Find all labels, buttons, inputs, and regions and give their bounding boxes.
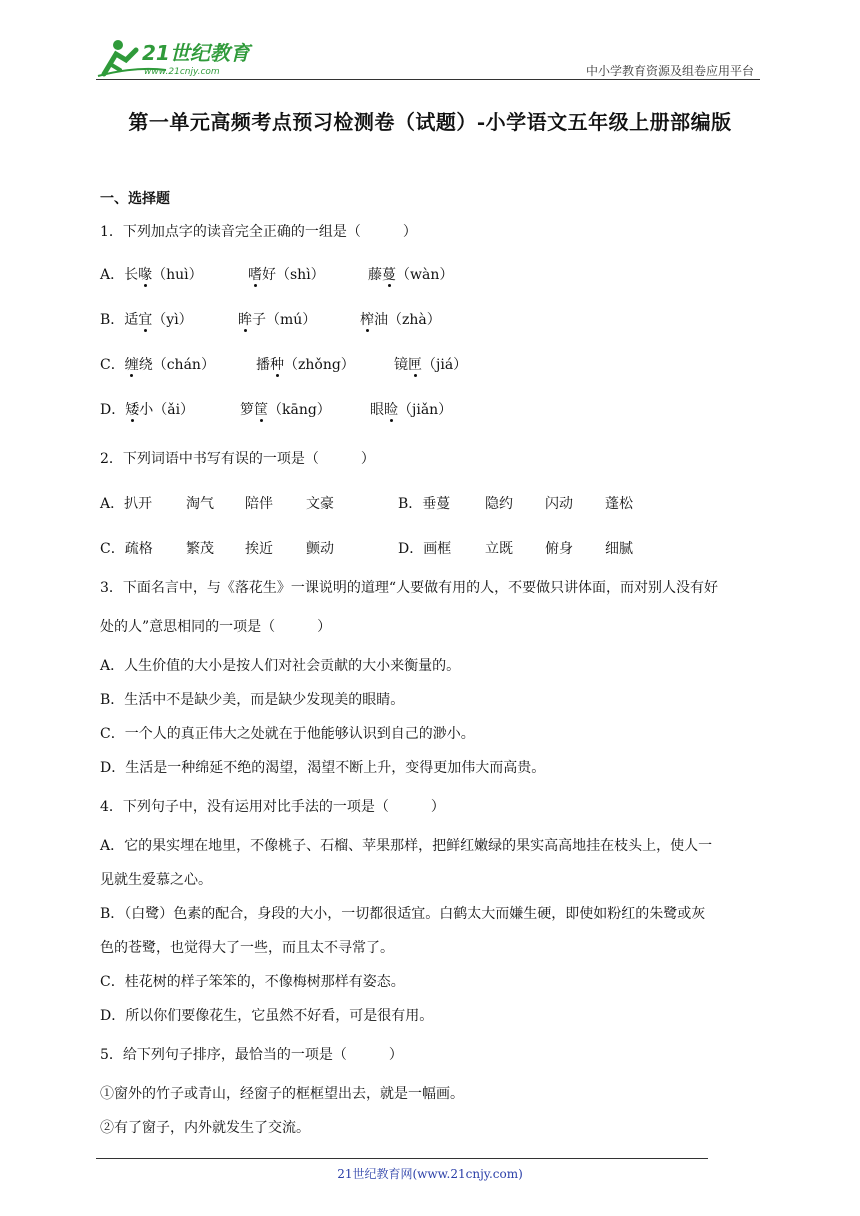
q3-stem-line1: 3．下面名言中，与《落花生》一课说明的道理“人要做有用的人，不要做只讲体面，而对别人没有好 xyxy=(100,580,719,596)
footer-link[interactable]: 21世纪教育网(www.21cnjy.com) xyxy=(337,1167,523,1181)
q1-stem: 1．下列加点字的读音完全正确的一组是（ ） xyxy=(100,224,417,240)
q4-option-b-line2: 色的苍鹭，也觉得大了一些，而且太不寻常了。 xyxy=(100,940,394,956)
q5-sentence-2: ②有了窗子，内外就发生了交流。 xyxy=(100,1120,310,1136)
q5-stem: 5．给下列句子排序，最恰当的一项是（ ） xyxy=(100,1047,403,1063)
q4-option-d: D．所以你们要像花生，它虽然不好看，可是很有用。 xyxy=(100,1008,434,1024)
logo-icon xyxy=(96,36,256,80)
q3-stem-line2: 处的人”意思相同的一项是（ ） xyxy=(100,619,332,635)
page-header xyxy=(96,26,760,80)
q3-option-b: B．生活中不是缺少美，而是缺少发现美的眼睛。 xyxy=(100,692,405,708)
q3-option-d: D．生活是一种绵延不绝的渴望，渴望不断上升，变得更加伟大而高贵。 xyxy=(100,760,546,776)
page-title: 第一单元高频考点预习检测卷（试题）-小学语文五年级上册部编版 xyxy=(128,110,732,134)
logo-text: 21世纪教育 xyxy=(142,41,250,65)
q4-option-a-line2: 见就生爱慕之心。 xyxy=(100,872,212,888)
q4-option-c: C．桂花树的样子笨笨的，不像梅树那样有姿态。 xyxy=(100,974,405,990)
logo-url: www.21cnjy.com xyxy=(144,67,220,77)
q4-stem: 4．下列句子中，没有运用对比手法的一项是（ ） xyxy=(100,799,445,815)
q4-option-a-line1: A．它的果实埋在地里，不像桃子、石榴、苹果那样，把鲜红嫩绿的果实高高地挂在枝头上，使人一 xyxy=(100,838,713,854)
footer-divider xyxy=(96,1158,708,1159)
q3-option-a: A．人生价值的大小是按人们对社会贡献的大小来衡量的。 xyxy=(100,658,461,674)
q4-option-b-line1: B．（白鹭）色素的配合，身段的大小，一切都很适宜。白鹤太大而嫌生硬，即使如粉红的朱鹭或灰 xyxy=(100,906,706,922)
section-heading: 一、选择题 xyxy=(100,191,170,207)
q3-option-c: C．一个人的真正伟大之处就在于他能够认识到自己的渺小。 xyxy=(100,726,475,742)
platform-name: 中小学教育资源及组卷应用平台 xyxy=(585,64,754,78)
q2-stem: 2．下列词语中书写有误的一项是（ ） xyxy=(100,451,375,467)
header-divider xyxy=(96,79,760,80)
q5-sentence-1: ①窗外的竹子或青山，经窗子的框框望出去，就是一幅画。 xyxy=(100,1086,464,1102)
